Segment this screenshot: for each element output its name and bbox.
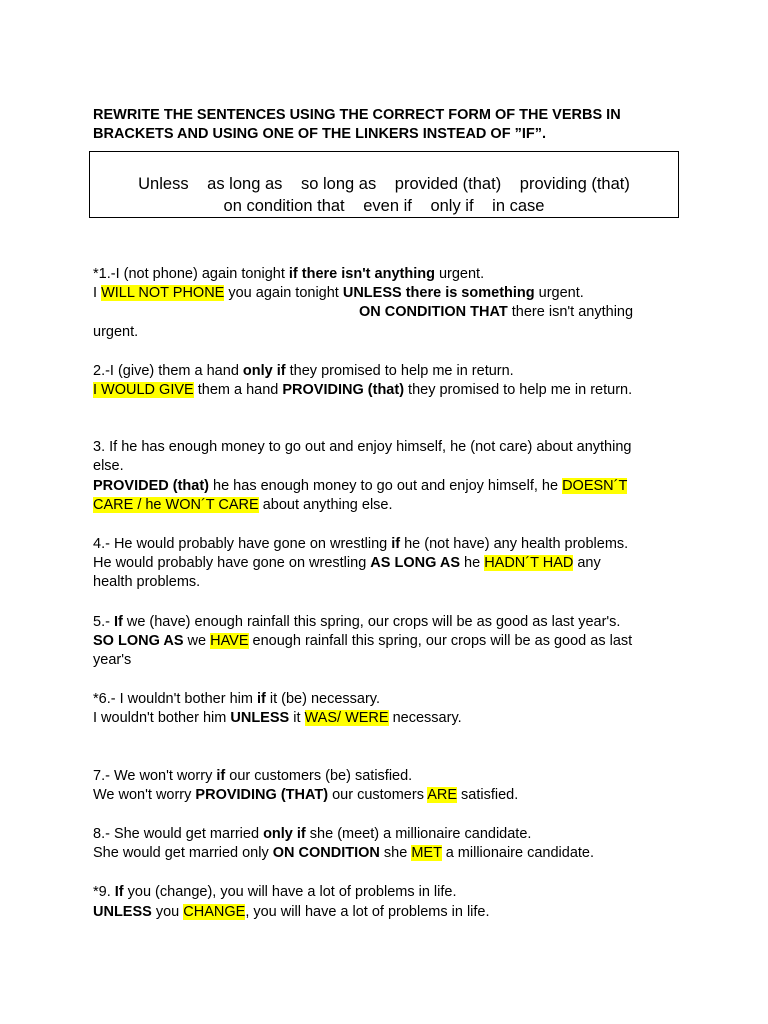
exercise-6 — [93, 690, 683, 728]
exercise-8-question: 8.- She would get married only if she (meet) a millionaire candidate. — [93, 826, 532, 843]
answer-highlight: CHANGE — [183, 903, 246, 920]
linker-even-if: even if — [363, 197, 412, 215]
exercise-4-question: 4.- He would probably have gone on wrestling if he (not have) any health problems. — [93, 536, 629, 553]
exercise-1 — [93, 265, 683, 342]
exercise-1-alt-answer: ON CONDITION THAT there isn't anything — [359, 304, 634, 321]
linker-as-long-as: as long as — [207, 175, 283, 193]
linker-providing-that: providing (that) — [519, 175, 630, 193]
exercise-9-answer: UNLESS you CHANGE, you will have a lot of problems in life. — [93, 903, 490, 920]
answer-highlight: HAVE — [210, 632, 249, 649]
exercise-9-question: *9. If you (change), you will have a lot of problems in life. — [93, 884, 457, 901]
linker-so-long-as: so long as — [300, 175, 377, 193]
exercise-5-answer-cont: year's — [93, 652, 132, 669]
exercise-3-answer: PROVIDED (that) he has enough money to go out and enjoy himself, he DOESN´T — [93, 477, 628, 494]
answer-highlight: MET — [411, 845, 442, 862]
linkers-box — [89, 151, 679, 218]
exercise-2-question: 2.-I (give) them a hand only if they promised to help me in return. — [93, 362, 514, 379]
exercise-6-question: *6.- I wouldn't bother him if it (be) necessary. — [93, 691, 380, 708]
linker-on-condition-that: on condition that — [223, 197, 345, 215]
answer-highlight: HADN´T HAD — [484, 555, 574, 572]
exercise-7-question: 7.- We won't worry if our customers (be) satisfied. — [93, 767, 413, 784]
answer-highlight: DOESN´T — [562, 477, 628, 494]
exercise-3-question: 3. If he has enough money to go out and enjoy himself, he (not care) about anything — [93, 439, 632, 456]
exercise-7-answer: We won't worry PROVIDING (THAT) our customers ARE satisfied. — [93, 786, 519, 803]
exercise-9 — [93, 883, 683, 921]
answer-highlight: WILL NOT PHONE — [101, 285, 225, 302]
exercise-5-answer: SO LONG AS we HAVE enough rainfall this spring, our crops will be as good as last — [93, 632, 633, 649]
exercise-7 — [93, 767, 683, 805]
exercise-8 — [93, 825, 683, 863]
exercise-3-answer-cont: CARE / he WON´T CARE about anything else. — [93, 496, 393, 513]
exercise-4-answer: He would probably have gone on wrestling AS LONG AS he HADN´T HAD any — [93, 555, 601, 572]
linker-unless: Unless — [138, 175, 189, 193]
exercise-6-answer: I wouldn't bother him UNLESS it WAS/ WERE necessary. — [93, 710, 462, 727]
exercise-5-question: 5.- If we (have) enough rainfall this spring, our crops will be as good as last year's. — [93, 613, 621, 630]
exercise-1-question: *1.-I (not phone) again tonight if there isn't anything urgent. — [93, 266, 485, 282]
exercise-1-alt-answer-cont: urgent. — [93, 323, 139, 340]
exercise-4 — [93, 535, 683, 593]
answer-highlight: CARE / he WON´T CARE — [93, 496, 259, 513]
linker-only-if: only if — [430, 197, 474, 215]
exercise-5 — [93, 613, 683, 671]
answer-highlight: ARE — [427, 786, 458, 803]
exercise-8-answer: She would get married only ON CONDITION she MET a millionaire candidate. — [93, 845, 595, 862]
answer-highlight: I WOULD GIVE — [93, 382, 194, 399]
worksheet — [93, 106, 683, 922]
linker-provided-that: provided (that) — [394, 175, 502, 193]
exercise-list — [93, 265, 683, 922]
linkers-row-1 — [90, 173, 678, 195]
exercise-3 — [93, 438, 683, 515]
exercise-2 — [93, 362, 683, 400]
exercise-1-answer: I WILL NOT PHONE you again tonight UNLESS there is something urgent. — [93, 285, 584, 302]
linkers-row-2 — [90, 195, 678, 217]
exercise-4-answer-cont: health problems. — [93, 574, 201, 591]
worksheet-title: REWRITE THE SENTENCES USING THE CORRECT FORM OF THE VERBS IN BRACKETS AND USING ONE OF THE LINKERS INSTEAD OF ”IF”. — [93, 107, 621, 142]
linker-in-case: in case — [492, 197, 545, 215]
answer-highlight: WAS/ WERE — [304, 710, 389, 727]
exercise-3-question-cont: else. — [93, 458, 124, 475]
exercise-2-answer: I WOULD GIVE them a hand PROVIDING (that) they promised to help me in return. — [93, 382, 633, 399]
